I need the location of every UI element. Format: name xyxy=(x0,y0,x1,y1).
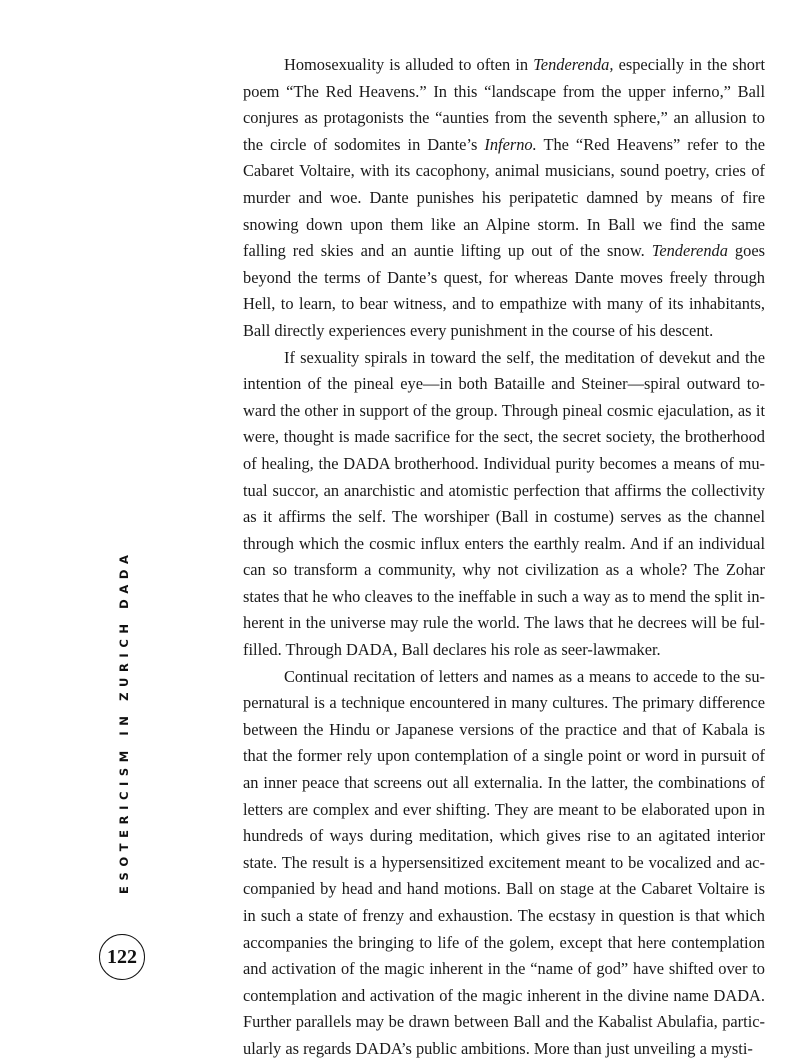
italic-run: Tenderenda, xyxy=(533,55,614,74)
paragraph-1 xyxy=(243,52,765,345)
text-run: If sexuality spirals in toward the self, the meditation of devekut and the intention of the pineal eye—in both Bataille and Steiner—spiral outward toward the other in support of the group. Through pineal cosmic ejaculation, as it were, thought is made sacrifice for the sect, the secret society, the brotherhood of healing, the DADA brotherhood. Individual purity becomes a means of mutual succor, an anarchistic and atomistic perfection that affirms the collectivity as it affirms the self. The worshiper (Ball in costume) serves as the channel through which the cosmic influx enters the earthly realm. And if an individual can so transform a community, why not civilization as a whole? The Zohar states that he who cleaves to the ineffable in such a way as to mend the split inherent in the universe may rule the world. The laws that he decrees will be fulfilled. Through DADA, Ball declares his role as seer-lawmaker. xyxy=(243,347,765,660)
text-run: Continual recitation of letters and names as a means to accede to the supernatural is a technique encountered in many cultures. The primary difference between the Hindu or Japanese versions of the practice and that of Kabala is that the former rely upon contemplation of a single point or word in pursuit of an inner peace that screens out all externalia. In the latter, the combinations of letters are complex and ever shifting. They are meant to be elaborated upon in hundreds of ways during meditation, which gives rise to an agitated interior state. The result is a hypersensitized excitement meant to be vocalized and accompanied by head and hand motions. Ball on stage at the Cabaret Voltaire is in such a state of frenzy and exhaustion. The ecstasy in question is that which accompanies the bringing to life of the golem, except that here contemplation and activation of the magic inherent in the “name of god” have shifted over to contemplation and activation of the magic inherent in the divine name DADA. Further parallels may be drawn between Ball and the Kabalist Abulafia, particularly as regards DADA’s public ambitions. More than just unveiling a mysti- xyxy=(243,666,765,1058)
paragraph-3 xyxy=(243,664,765,1063)
text-run: goes beyond the terms of Dante’s quest, for whereas Dante moves freely through Hell, to learn, to bear witness, and to empathize with many of its inhabitants, Ball directly experiences every punishment in the course of his descent. xyxy=(243,241,765,340)
text-run: Homosexuality is alluded to often in xyxy=(284,55,534,74)
italic-run: Inferno. xyxy=(484,134,537,154)
text-run: especially in the short poem “The Red Heavens.” In this “landscape from the upper inferno,” Ball conjures as protagonists the “aunties from the seventh sphere,” an allusion to the circle of sodomites in Dante’s xyxy=(243,55,766,154)
page-number: 122 xyxy=(99,934,145,980)
running-head-text: ESOTERICISM IN ZURICH DADA xyxy=(117,549,131,894)
body-text xyxy=(243,52,765,1063)
italic-run: Tenderenda xyxy=(651,241,728,261)
paragraph-2 xyxy=(243,345,765,664)
text-run: The “Red Heavens” refer to the Cabaret Voltaire, with its cacophony, animal musicians, sound poetry, cries of murder and woe. Dante punishes his peripatetic damned by means of fire snowing down upon them like an Alpine storm. In Ball we find the same falling red skies and an auntie lifting up out of the snow. xyxy=(243,134,766,261)
